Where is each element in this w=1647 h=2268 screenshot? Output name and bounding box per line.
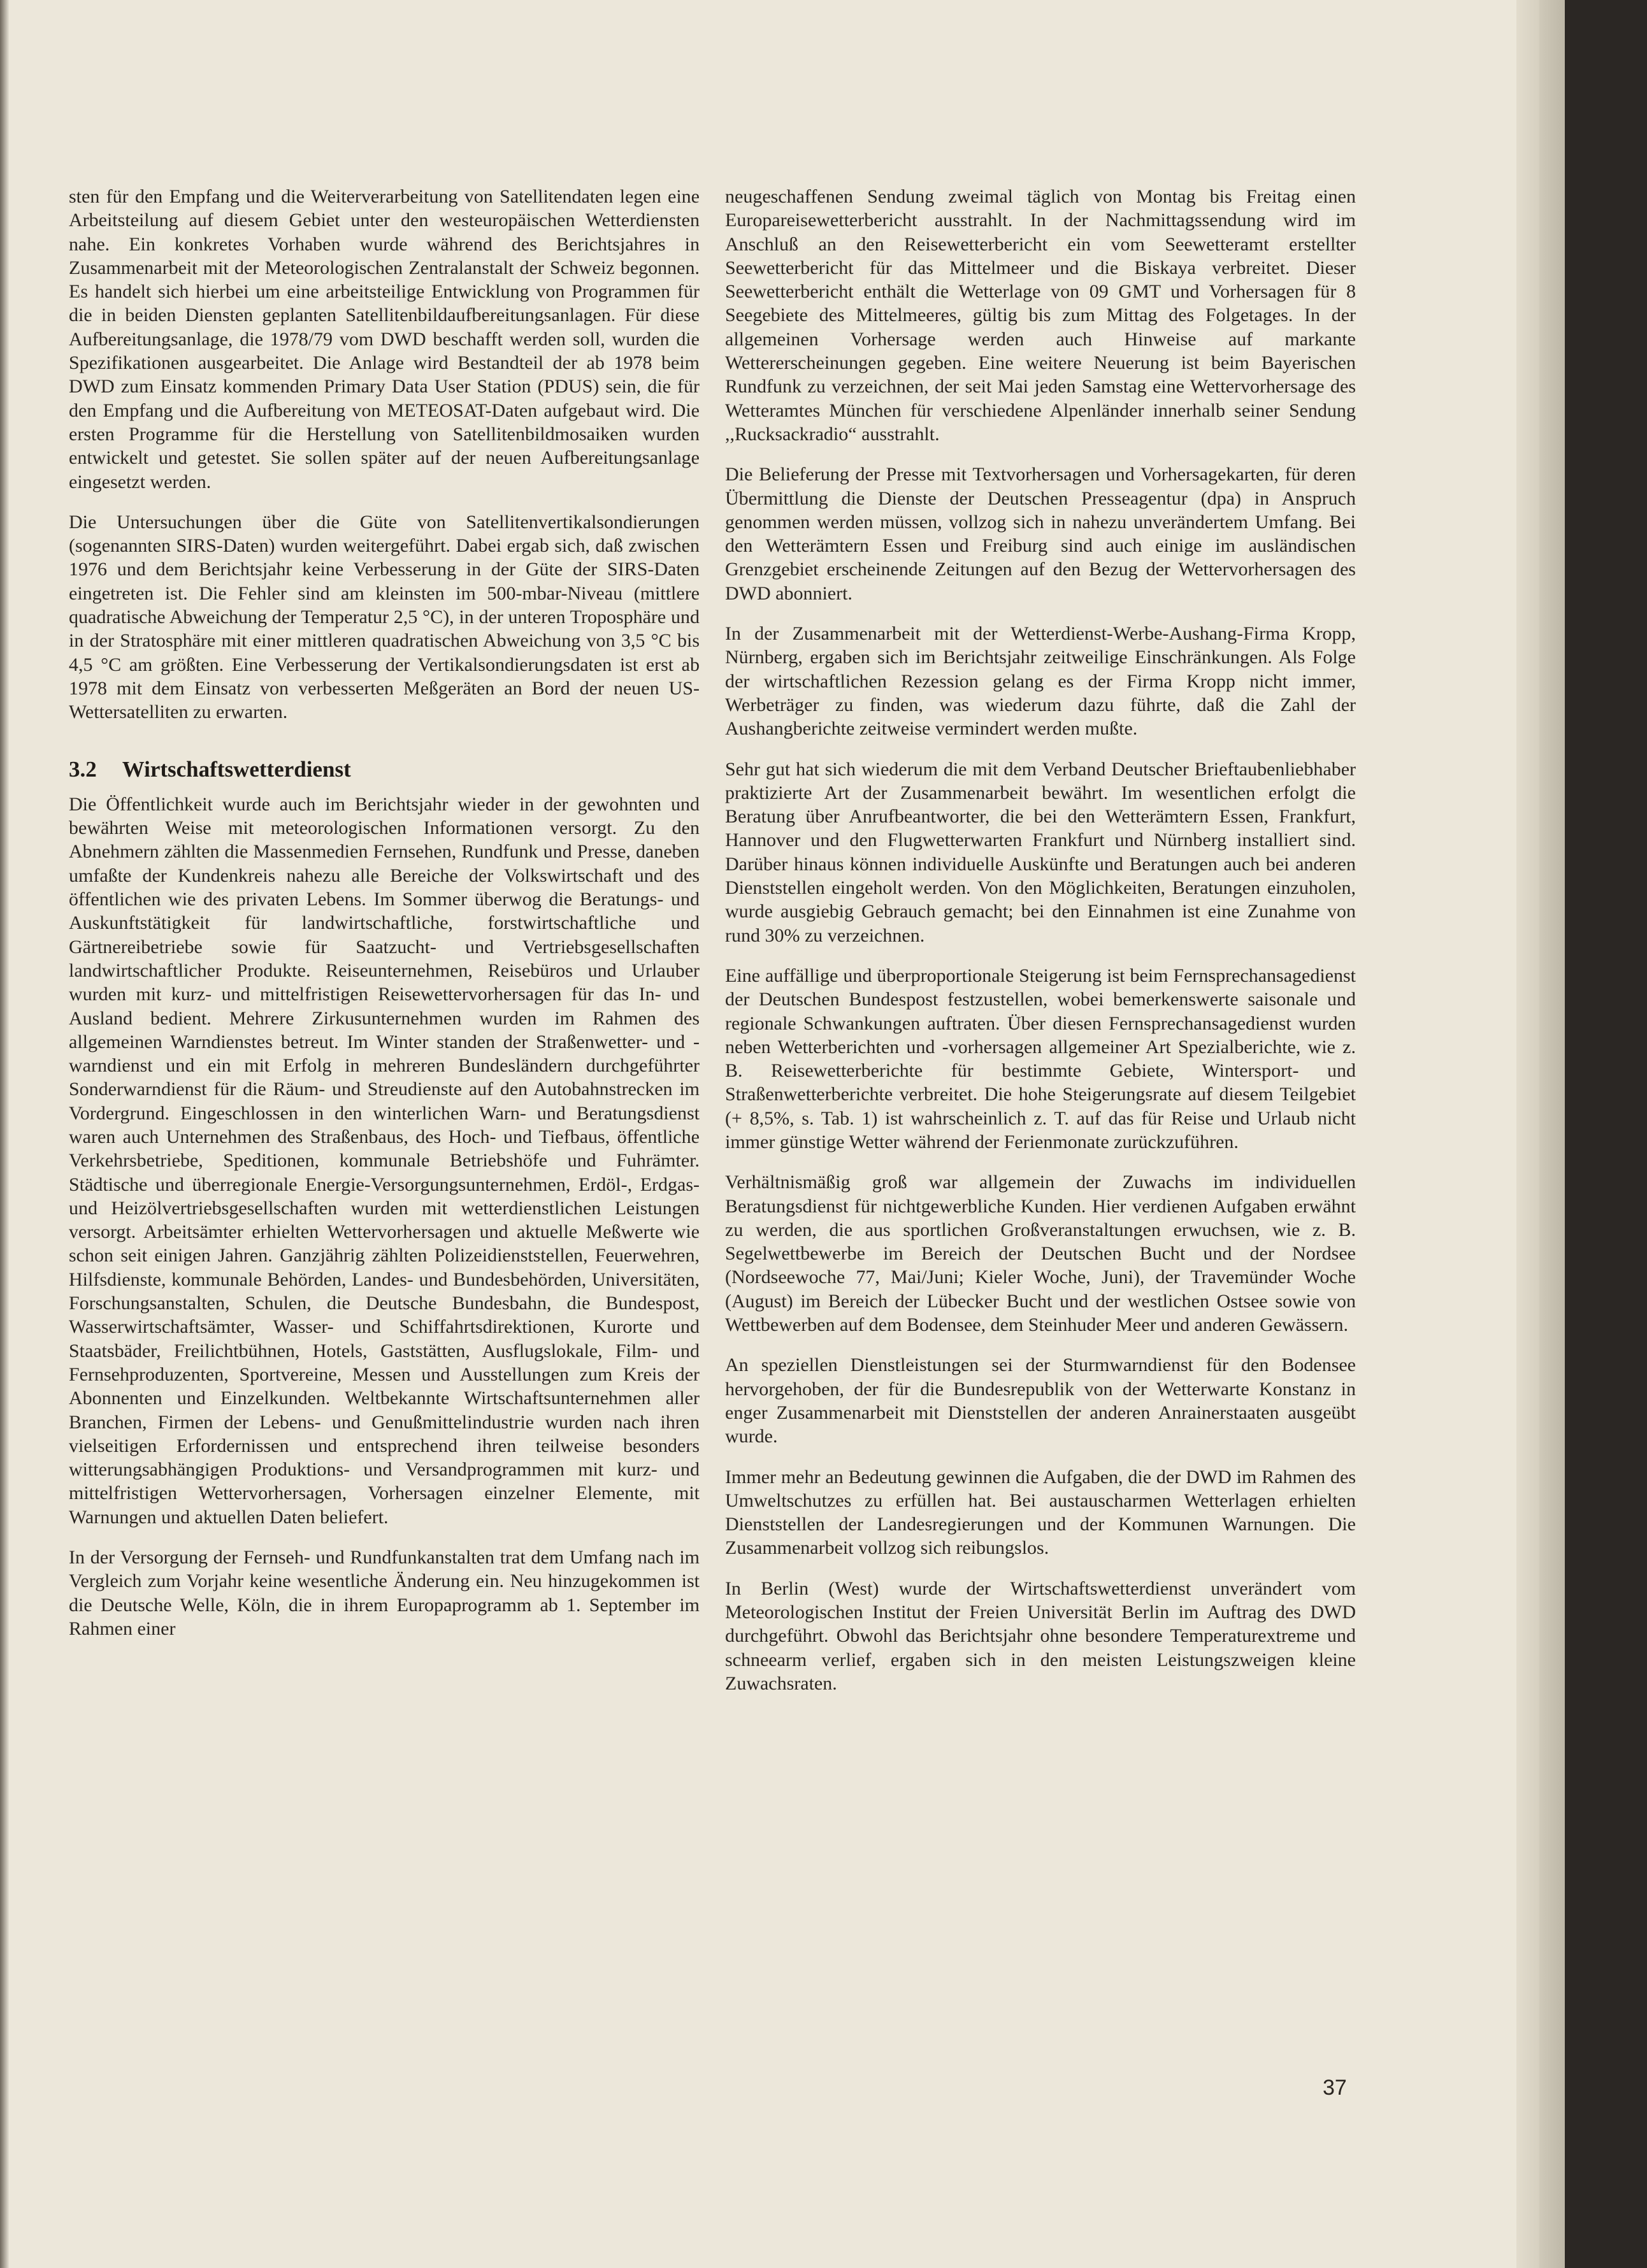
paragraph: In der Versorgung der Fernseh- und Rundfunkanstalten trat dem Umfang nach im Vergleich zum Vorjahr keine wesentliche Änderung ein. Neu hinzugekommen ist die Deutsche Welle, Köln, die in ihrem Europaprogramm ab 1. September im Rahmen einer [69,1547,700,1639]
section-heading [69,757,700,781]
right-column [725,185,1356,1712]
paragraph: In Berlin (West) wurde der Wirtschaftswetterdienst unverändert vom Meteorologischen Institut der Freien Universität Berlin im Auftrag des DWD durchgeführt. Obwohl das Berichtsjahr ohne besondere Temperaturextreme und schneearm verlief, ergaben sich in den meisten Leistungszweigen kleine Zuwachsraten. [725,1577,1356,1694]
paragraph: Verhältnismäßig groß war allgemein der Zuwachs im individuellen Beratungsdienst für nichtgewerbliche Kunden. Hier verdienen Aufgaben erwähnt zu werden, die aus sportlichen Großveranstaltungen erwuchsen, wie z. B. Segelwettbewerbe im Bereich der Deutschen Bucht und der Nordsee (Nordseewoche 77, Mai/Juni; Kieler Woche, Juni), der Travemünder Woche (August) im Bereich der Lübecker Bucht und der westlichen Ostsee sowie von Wettbewerben auf dem Bodensee, dem Steinhuder Meer und anderen Gewässern. [725,1172,1356,1336]
paragraph: sten für den Empfang und die Weiterverarbeitung von Satellitendaten legen eine Arbeitsteilung auf diesem Gebiet unter den westeuropäischen Wetterdiensten nahe. Ein konkretes Vorhaben wurde während des Berichtsjahres in Zusammenarbeit mit der Meteorologischen Zentralanstalt der Schweiz begonnen. Es handelt sich hierbei um eine arbeitsteilige Entwicklung von Programmen für die in beiden Diensten geplanten Satellitenbildaufbereitungsanlagen. Für diese Aufbereitungsanlage, die 1978/79 vom DWD beschafft werden soll, wurden die Spezifikationen ausgearbeitet. Die Anlage wird Bestandteil der ab 1978 beim DWD zum Einsatz kommenden Primary Data User Station (PDUS) sein, die für den Empfang und die Aufbereitung von METEOSAT-Daten aufgebaut wird. Die ersten Programme für die Herstellung von Satellitenbildmosaiken wurden entwickelt und getestet. Sie sollen später auf der neuen Aufbereitungsanlage eingesetzt werden. [69,186,700,492]
page-edge [1516,0,1539,2268]
paragraph: Die Belieferung der Presse mit Textvorhersagen und Vorhersagekarten, für deren Übermittlung die Dienste der Deutschen Presseagentur (dpa) in Anspruch genommen werden müssen, vollzog sich in nahezu unverändertem Umfang. Bei den Wetterämtern Essen und Freiburg sind auch einige im ausländischen Grenzgebiet erscheinende Zeitungen auf den Bezug der Wettervorhersagen des DWD abonniert. [725,464,1356,604]
paragraph: Immer mehr an Bedeutung gewinnen die Aufgaben, die der DWD im Rahmen des Umweltschutzes zu erfüllen hat. Bei austauscharmen Wetterlagen erhielten Dienststellen der Landesregierungen und der Kommunen Warnungen. Die Zusammenarbeit vollzog sich reibungslos. [725,1466,1356,1559]
paragraph: neugeschaffenen Sendung zweimal täglich von Montag bis Freitag einen Europareisewetterbericht ausstrahlt. In der Nachmittagssendung wird im Anschluß an den Reisewetterbericht ein vom Seewetteramt erstellter Seewetterbericht für das Mittelmeer und die Biskaya verbreitet. Dieser Seewetterbericht enthält die Wetterlage von 09 GMT und Vorhersagen für 8 Seegebiete des Mittelmeeres, gültig bis zum Mittag des Folgetages. In der allgemeinen Vorhersage werden auch Hinweise auf markante Wettererscheinungen gegeben. Eine weitere Neuerung ist beim Bayerischen Rundfunk zu verzeichnen, der seit Mai jeden Samstag eine Wettervorhersage des Wetteramtes München für verschiedene Alpenländer innerhalb seiner Sendung ,,Rucksackradio“ ausstrahlt. [725,186,1356,445]
page-edge-stack [1539,0,1565,2268]
left-column [69,185,700,1657]
section-title: Wirtschaftswetterdienst [122,756,351,782]
paragraph: In der Zusammenarbeit mit der Wetterdienst-Werbe-Aushang-Firma Kropp, Nürnberg, ergaben sich im Berichtsjahr zeitweilige Einschränkungen. Als Folge der wirtschaftlichen Rezession gelang es der Firma Kropp nicht immer, Werbeträger zu finden, was wiederum dazu führte, daß die Zahl der Aushangberichte zeitweise vermindert werden mußte. [725,623,1356,740]
paragraph: Eine auffällige und überproportionale Steigerung ist beim Fernsprechansagedienst der Deutschen Bundespost festzustellen, wobei bemerkenswerte saisonale und regionale Schwankungen auftraten. Über diesen Fernsprechansagedienst wurden neben Wetterberichten und -vorhersagen allgemeiner Art Spezialberichte, wie z. B. Reisewetterberichte für bestimmte Gebiete, Wintersport- und Straßenwetterberichte verbreitet. Die hohe Steigerungsrate auf diesem Teilgebiet (+ 8,5%, s. Tab. 1) ist wahrscheinlich z. T. auf das für Reise und Urlaub nicht immer günstige Wetter während der Ferienmonate zurückzuführen. [725,965,1356,1152]
paragraph: Die Untersuchungen über die Güte von Satellitenvertikalsondierungen (sogenannten SIRS-Daten) wurden weitergeführt. Dabei ergab sich, daß zwischen 1976 und dem Berichtsjahr keine Verbesserung in der Güte der SIRS-Daten eingetreten ist. Die Fehler sind am kleinsten im 500-mbar-Niveau (mittlere quadratische Abweichung der Temperatur 2,5 °C), in der unteren Troposphäre und in der Stratosphäre mit einer mittleren quadratischen Abweichung von 3,5 °C bis 4,5 °C am größten. Eine Verbesserung der Vertikalsondierungsdaten ist erst ab 1978 mit dem Einsatz von verbesserten Meßgeräten an Bord der neuen US-Wettersatelliten zu erwarten. [69,511,700,723]
scan-margin [1565,0,1647,2268]
section-number: 3.2 [69,756,97,782]
paragraph: An speziellen Dienstleistungen sei der Sturmwarndienst für den Bodensee hervorgehoben, der für die Bundesrepublik von der Wetterwarte Konstanz in enger Zusammenarbeit mit Dienststellen der anderen Anrainerstaaten ausgeübt wurde. [725,1354,1356,1447]
binding-shadow [0,0,9,2268]
paragraph: Die Öffentlichkeit wurde auch im Berichtsjahr wieder in der gewohnten und bewährten Weise mit meteorologischen Informationen versorgt. Zu den Abnehmern zählten die Massenmedien Fernsehen, Rundfunk und Presse, daneben umfaßte der Kundenkreis nahezu alle Bereiche der Volkswirtschaft und des öffentlichen wie des privaten Lebens. Im Sommer überwog die Beratungs- und Auskunftstätigkeit für landwirtschaftliche, forstwirtschaftliche und Gärtnereibetriebe sowie für Saatzucht- und Vertriebsgesellschaften landwirtschaftlicher Produkte. Reiseunternehmen, Reisebüros und Urlauber wurden mit kurz- und mittelfristigen Reisewettervorhersagen für das In- und Ausland bedient. Mehrere Zirkusunternehmen wurden im Rahmen des allgemeinen Warndienstes betreut. Im Winter standen der Straßenwetter- und -warndienst und ein mit Erfolg in mehreren Bundesländern durchgeführter Sonderwarndienst für die Räum- und Streudienste auf den Autobahnstrecken im Vordergrund. Eingeschlossen in den winterlichen Warn- und Beratungsdienst waren auch Unternehmen des Straßenbaus, des Hoch- und Tiefbaus, öffentliche Verkehrsbetriebe, Speditionen, kommunale Betriebshöfe und Fuhrämter. Städtische und überregionale Energie-Versorgungsunternehmen, Erdöl-, Erdgas- und Heizölvertriebsgesellschaften wurden mit wetterdienstlichen Leistungen versorgt. Arbeitsämter erhielten Wettervorhersagen und aktuelle Meßwerte wie schon seit einigen Jahren. Ganzjährig zählten Polizeidienststellen, Feuerwehren, Hilfsdienste, kommunale Behörden, Landes- und Bundesbehörden, Universitäten, Forschungsanstalten, Schulen, die Deutsche Bundesbahn, die Bundespost, Wasserwirtschaftsämter, Wasser- und Schiffahrtsdirektionen, Kurorte und Staatsbäder, Freilichtbühnen, Hotels, Gaststätten, Ausflugslokale, Film- und Fernsehproduzenten, Sportvereine, Messen und Ausstellungen zum Kreis der Abonnenten und Einzelkunden. Weltbekannte Wirtschaftsunternehmen aller Branchen, Firmen der Lebens- und Genußmittelindustrie wurden nach ihren vielseitigen Erfordernissen und entsprechend ihren teilweise besonders witterungsabhängigen Produktions- und Versandprogrammen mit kurz- und mittelfristigen Wettervorhersagen, Vorhersagen einzelner Elemente, mit Warnungen und aktuellen Daten beliefert. [69,793,700,1528]
paragraph: Sehr gut hat sich wiederum die mit dem Verband Deutscher Brieftaubenliebhaber praktizierte Art der Zusammenarbeit bewährt. Im wesentlichen erfolgt die Beratung über Anrufbeantworter, die bei den Wetterämtern Essen, Frankfurt, Hannover und den Flugwetterwarten Frankfurt und Nürnberg installiert sind. Darüber hinaus können individuelle Auskünfte und Beratungen auch bei anderen Dienststellen eingeholt werden. Von den Möglichkeiten, Beratungen einzuholen, wurde ausgiebig Gebrauch gemacht; bei den Einnahmen ist eine Zunahme von rund 30% zu verzeichnen. [725,758,1356,946]
page-number: 37 [1323,2076,1347,2100]
